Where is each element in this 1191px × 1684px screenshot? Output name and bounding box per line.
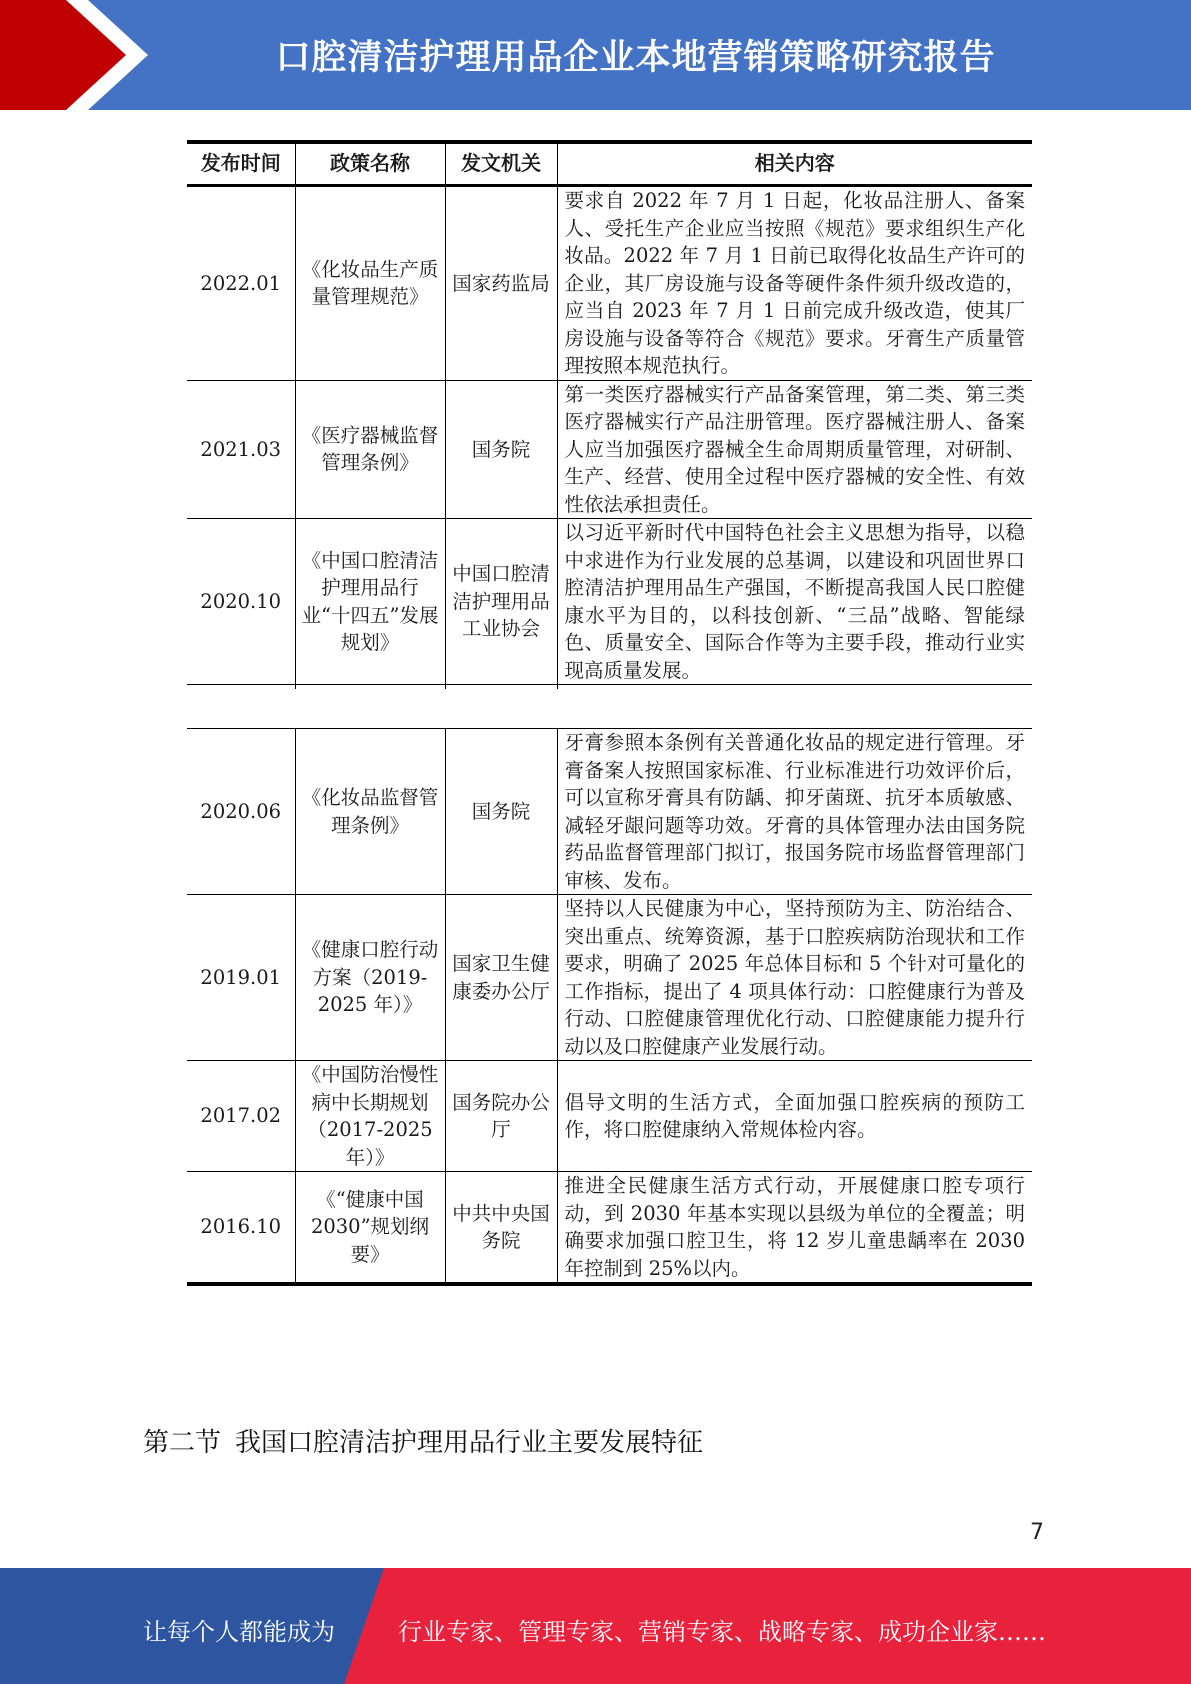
- row-policy: 《化妆品生产质量管理规范》: [295, 186, 445, 381]
- header-issuer: 发文机关: [445, 142, 557, 186]
- table-row: [187, 895, 1032, 1061]
- policy-table-part-1: [187, 140, 1032, 689]
- footer-slogan-right: 行业专家、管理专家、营销专家、战略专家、成功企业家……: [398, 1618, 1046, 1646]
- row-policy: 《化妆品监督管理条例》: [295, 729, 445, 895]
- section-number: 第二节: [143, 1428, 222, 1458]
- policy-table-part-2: [187, 728, 1032, 1286]
- row-policy: 《中国口腔清洁护理用品行业“十四五”发展规划》: [295, 519, 445, 685]
- table-row: [187, 380, 1032, 519]
- row-content: 坚持以人民健康为中心，坚持预防为主、防治结合、突出重点、统筹资源，基于口腔疾病防治现状和工作要求，明确了 2025 年总体目标和 5 个针对可量化的工作指标，提出了 4 项具体行动：口腔健康行为普及行动、口腔健康管理优化行动、口腔健康能力提升行动以及口腔健康产业发展行动。: [557, 895, 1032, 1061]
- row-content: 倡导文明的生活方式，全面加强口腔疾病的预防工作，将口腔健康纳入常规体检内容。: [557, 1061, 1032, 1172]
- row-policy: 《健康口腔行动方案（2019-2025 年）》: [295, 895, 445, 1061]
- page-number: 7: [1030, 1520, 1044, 1545]
- header-band: [0, 0, 1191, 110]
- row-date: 2017.02: [187, 1061, 295, 1172]
- page-break-cell: [557, 685, 1032, 690]
- header-policy: 政策名称: [295, 142, 445, 186]
- page-break-cell: [295, 685, 445, 690]
- footer-slogan-left: 让每个人都能成为: [143, 1618, 335, 1646]
- row-content: 第一类医疗器械实行产品备案管理，第二类、第三类医疗器械实行产品注册管理。医疗器械注册人、备案人应当加强医疗器械全生命周期质量管理，对研制、生产、经营、使用全过程中医疗器械的安全性、有效性依法承担责任。: [557, 380, 1032, 519]
- table-page-break-row: [187, 685, 1032, 690]
- row-content: 牙膏参照本条例有关普通化妆品的规定进行管理。牙膏备案人按照国家标准、行业标准进行功效评价后，可以宣称牙膏具有防龋、抑牙菌斑、抗牙本质敏感、减轻牙龈问题等功效。牙膏的具体管理办法由国务院药品监督管理部门拟订，报国务院市场监督管理部门审核、发布。: [557, 729, 1032, 895]
- row-issuer: 国务院: [445, 729, 557, 895]
- header-content: 相关内容: [557, 142, 1032, 186]
- section-heading: [143, 1422, 703, 1459]
- row-date: 2019.01: [187, 895, 295, 1061]
- row-date: 2016.10: [187, 1172, 295, 1285]
- section-title: 我国口腔清洁护理用品行业主要发展特征: [235, 1428, 704, 1458]
- row-issuer: 国务院: [445, 380, 557, 519]
- table-row: [187, 729, 1032, 895]
- row-issuer: 中国口腔清洁护理用品工业协会: [445, 519, 557, 685]
- row-issuer: 国家卫生健康委办公厅: [445, 895, 557, 1061]
- row-content: 推进全民健康生活方式行动，开展健康口腔专项行动，到 2030 年基本实现以县级为单位的全覆盖；明确要求加强口腔卫生，将 12 岁儿童患龋率在 2030 年控制到 25%以内。: [557, 1172, 1032, 1285]
- row-policy: 《医疗器械监督管理条例》: [295, 380, 445, 519]
- row-date: 2022.01: [187, 186, 295, 381]
- header-date: 发布时间: [187, 142, 295, 186]
- table-row: [187, 519, 1032, 685]
- row-content: 以习近平新时代中国特色社会主义思想为指导，以稳中求进作为行业发展的总基调，以建设和巩固世界口腔清洁护理用品生产强国，不断提高我国人民口腔健康水平为目的，以科技创新、“三品”战略、智能绿色、质量安全、国际合作等为主要手段，推动行业实现高质量发展。: [557, 519, 1032, 685]
- row-policy: 《“健康中国 2030”规划纲要》: [295, 1172, 445, 1285]
- table-row: [187, 1061, 1032, 1172]
- row-content: 要求自 2022 年 7 月 1 日起，化妆品注册人、备案人、受托生产企业应当按照《规范》要求组织生产化妆品。2022 年 7 月 1 日前已取得化妆品生产许可的企业，其厂房设施与设备等硬件条件须升级改造的，应当自 2023 年 7 月 1 日前完成升级改造，使其厂房设施与设备等符合《规范》要求。牙膏生产质量管理按照本规范执行。: [557, 186, 1032, 381]
- row-policy: 《中国防治慢性病中长期规划（2017-2025 年）》: [295, 1061, 445, 1172]
- document-title: 口腔清洁护理用品企业本地营销策略研究报告: [275, 38, 996, 78]
- row-issuer: 中共中央国务院: [445, 1172, 557, 1285]
- table-row: [187, 1172, 1032, 1285]
- row-date: 2020.10: [187, 519, 295, 685]
- table-row: [187, 186, 1032, 381]
- page-break-cell: [187, 685, 295, 690]
- row-date: 2020.06: [187, 729, 295, 895]
- row-date: 2021.03: [187, 380, 295, 519]
- table-header-row: [187, 142, 1032, 186]
- page-break-cell: [445, 685, 557, 690]
- row-issuer: 国家药监局: [445, 186, 557, 381]
- row-issuer: 国务院办公厅: [445, 1061, 557, 1172]
